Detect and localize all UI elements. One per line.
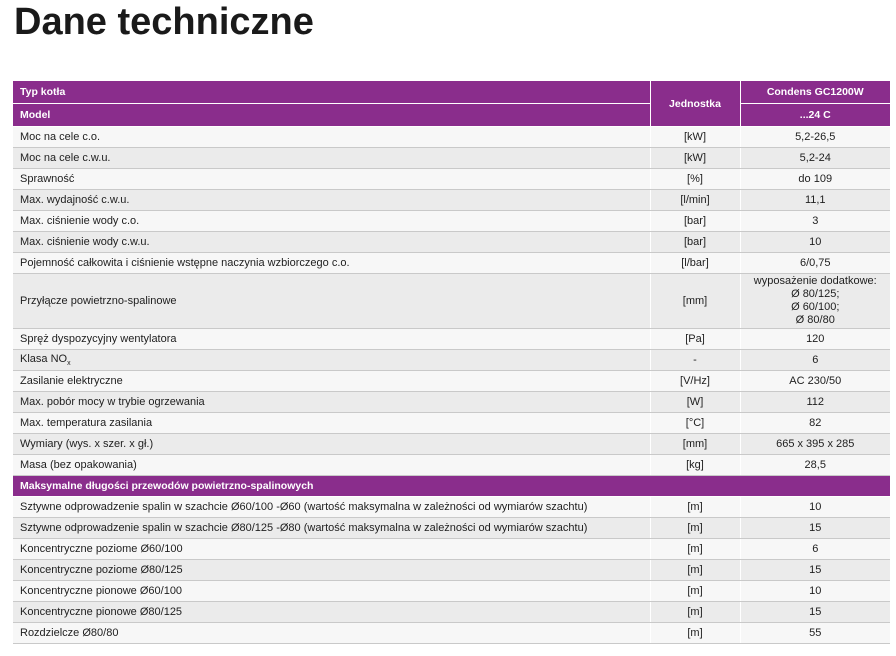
row-label: Moc na cele c.w.u.: [13, 148, 650, 169]
row-unit: [l/min]: [650, 190, 740, 211]
table-row: [13, 413, 890, 434]
row-value: wyposażenie dodatkowe: Ø 80/125; Ø 60/100; Ø 80/80: [740, 274, 890, 329]
page-title: Dane techniczne: [14, 1, 314, 43]
row-label: Max. ciśnienie wody c.o.: [13, 211, 650, 232]
row-unit: [W]: [650, 392, 740, 413]
row-label: Koncentryczne pionowe Ø80/125: [13, 602, 650, 623]
row-unit: [V/Hz]: [650, 371, 740, 392]
section-title: Maksymalne długości przewodów powietrzno-spalinowych: [13, 476, 890, 497]
row-value: 15: [740, 560, 890, 581]
row-value: 55: [740, 623, 890, 644]
row-label: Spręż dyspozycyjny wentylatora: [13, 329, 650, 350]
row-label: Rozdzielcze Ø80/80: [13, 623, 650, 644]
row-unit: [m]: [650, 581, 740, 602]
row-unit: [m]: [650, 602, 740, 623]
table-row: [13, 623, 890, 644]
row-label: Wymiary (wys. x szer. x gł.): [13, 434, 650, 455]
header-model-label: Model: [13, 104, 650, 127]
row-unit: [bar]: [650, 232, 740, 253]
row-unit: [m]: [650, 560, 740, 581]
row-label: Max. ciśnienie wody c.w.u.: [13, 232, 650, 253]
table-row: [13, 371, 890, 392]
table-row: [13, 148, 890, 169]
row-value: 10: [740, 497, 890, 518]
row-unit: [bar]: [650, 211, 740, 232]
row-value: 6/0,75: [740, 253, 890, 274]
row-label: Sztywne odprowadzenie spalin w szachcie Ø60/100 -Ø60 (wartość maksymalna w zależności od wymiarów szachtu): [13, 497, 650, 518]
table-row: [13, 497, 890, 518]
row-value: 120: [740, 329, 890, 350]
header-typ-label: Typ kotła: [13, 81, 650, 104]
row-unit: [kW]: [650, 127, 740, 148]
table-row: [13, 539, 890, 560]
row-value: 10: [740, 232, 890, 253]
row-label: Max. temperatura zasilania: [13, 413, 650, 434]
row-value: 28,5: [740, 455, 890, 476]
row-label: Przyłącze powietrzno-spalinowe: [13, 274, 650, 329]
table-row: [13, 274, 890, 329]
header-product: Condens GC1200W: [740, 81, 890, 104]
table-row: [13, 518, 890, 539]
row-unit: [mm]: [650, 434, 740, 455]
row-unit: [m]: [650, 497, 740, 518]
row-value: 5,2-26,5: [740, 127, 890, 148]
row-value: 112: [740, 392, 890, 413]
row-label: Max. wydajność c.w.u.: [13, 190, 650, 211]
row-unit: [kg]: [650, 455, 740, 476]
row-value: 6: [740, 539, 890, 560]
row-value: 3: [740, 211, 890, 232]
row-unit: [m]: [650, 623, 740, 644]
row-unit: [l/bar]: [650, 253, 740, 274]
row-value: AC 230/50: [740, 371, 890, 392]
row-value: 6: [740, 350, 890, 371]
row-unit: [mm]: [650, 274, 740, 329]
row-value: 15: [740, 602, 890, 623]
table-row: [13, 232, 890, 253]
table-row: [13, 350, 890, 371]
technical-data-table: [13, 81, 890, 644]
row-unit: [m]: [650, 518, 740, 539]
row-value: do 109: [740, 169, 890, 190]
row-label: Masa (bez opakowania): [13, 455, 650, 476]
row-label: Zasilanie elektryczne: [13, 371, 650, 392]
row-label: Moc na cele c.o.: [13, 127, 650, 148]
row-label: Pojemność całkowita i ciśnienie wstępne naczynia wzbiorczego c.o.: [13, 253, 650, 274]
table-row: [13, 169, 890, 190]
row-value: 665 x 395 x 285: [740, 434, 890, 455]
row-unit: [m]: [650, 539, 740, 560]
table-row: [13, 253, 890, 274]
table-row: [13, 211, 890, 232]
row-unit: -: [650, 350, 740, 371]
row-label: Klasa $NO_x$: [13, 350, 650, 371]
table-row: [13, 602, 890, 623]
row-unit: [kW]: [650, 148, 740, 169]
row-label: Max. pobór mocy w trybie ogrzewania: [13, 392, 650, 413]
row-value: 15: [740, 518, 890, 539]
row-value: 11,1: [740, 190, 890, 211]
row-label: Koncentryczne poziome Ø60/100: [13, 539, 650, 560]
table-row: [13, 434, 890, 455]
header-unit-label: Jednostka: [650, 81, 740, 127]
table-row: [13, 560, 890, 581]
row-value: 82: [740, 413, 890, 434]
row-value: 5,2-24: [740, 148, 890, 169]
row-label: Sprawność: [13, 169, 650, 190]
row-unit: [%]: [650, 169, 740, 190]
row-value: 10: [740, 581, 890, 602]
table-row: [13, 190, 890, 211]
table-row: [13, 127, 890, 148]
table-row: [13, 581, 890, 602]
row-unit: [Pa]: [650, 329, 740, 350]
row-label: Koncentryczne pionowe Ø60/100: [13, 581, 650, 602]
header-model: ...24 C: [740, 104, 890, 127]
table-row: [13, 455, 890, 476]
row-unit: [°C]: [650, 413, 740, 434]
row-label: Koncentryczne poziome Ø80/125: [13, 560, 650, 581]
row-label: Sztywne odprowadzenie spalin w szachcie Ø80/125 -Ø80 (wartość maksymalna w zależności od wymiarów szachtu): [13, 518, 650, 539]
table-row: [13, 392, 890, 413]
table-row: [13, 329, 890, 350]
